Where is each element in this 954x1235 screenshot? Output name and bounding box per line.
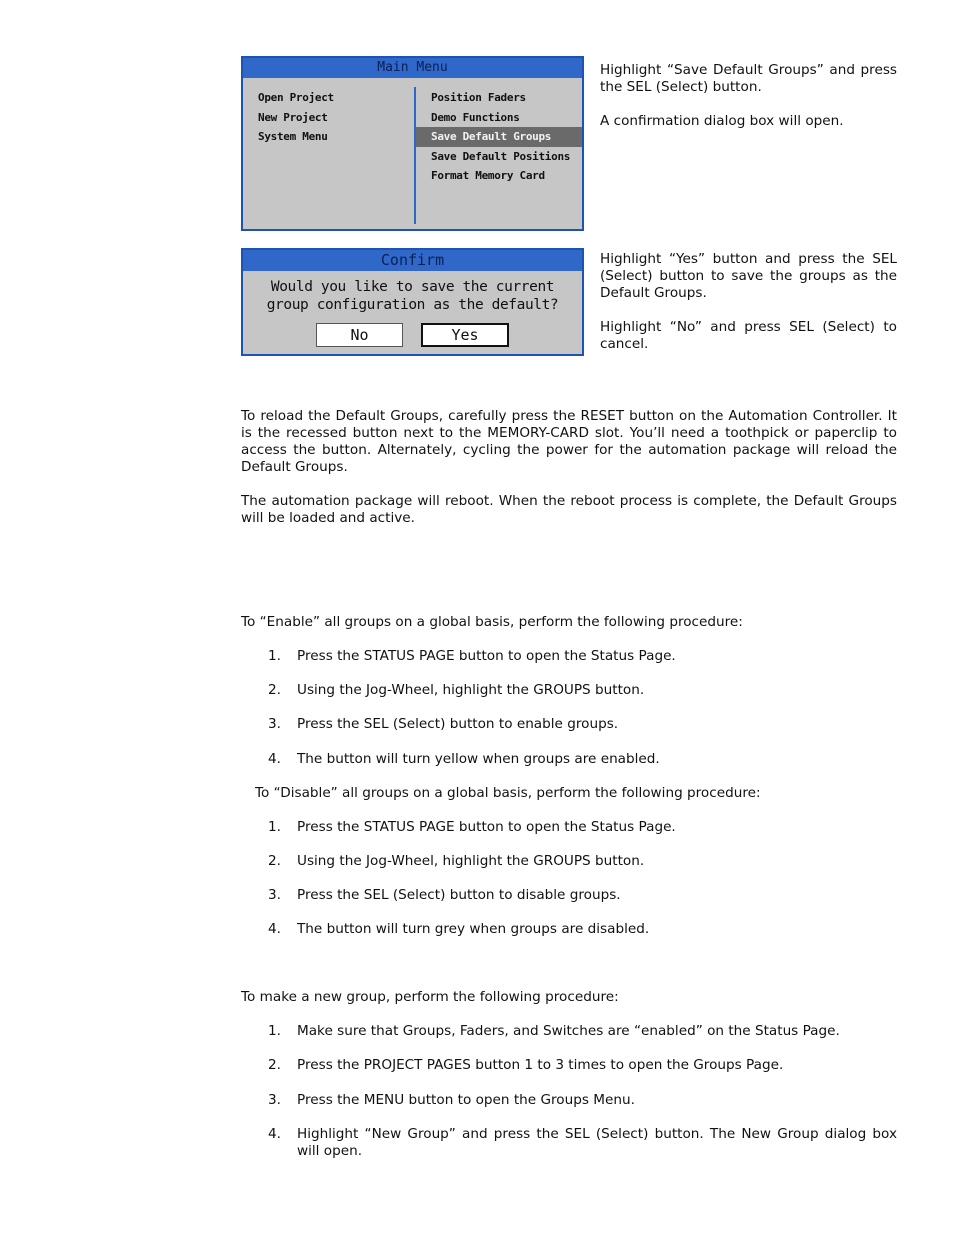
reload-paragraph-2: The automation package will reboot. When the reboot process is complete, the Default Groups will be loaded and active. [241,493,897,526]
disable-intro: To “Disable” all groups on a global basis, perform the following procedure: [255,785,761,801]
menu-item-save-default-groups[interactable]: Save Default Groups [416,127,582,147]
main-menu-left-list [258,88,334,147]
step-text: Make sure that Groups, Faders, and Switches are “enabled” on the Status Page. [297,1023,840,1039]
step-text: Using the Jog-Wheel, highlight the GROUPS button. [297,853,645,869]
step-text: Press the SEL (Select) button to enable groups. [297,716,619,732]
main-menu-title: Main Menu [243,58,582,78]
menu-item-position-faders[interactable]: Position Faders [431,91,526,104]
confirm-title: Confirm [243,250,582,271]
step-number: 3. [268,1092,281,1108]
confirm-message [243,278,582,314]
reload-paragraph-1: To reload the Default Groups, carefully press the RESET button on the Automation Controller. It is the recessed button next to the MEMORY-CARD slot. You’ll need a toothpick or paperclip to access the button. Alternately, cycling the power for the automation package will reload the Default Groups. [241,408,897,475]
disable-step [268,887,897,904]
menu-item-system-menu[interactable]: System Menu [258,130,328,143]
confirm-message-line-1: Would you like to save the current [270,279,555,295]
enable-step [268,751,897,768]
enable-step [268,682,897,699]
disable-step [268,819,897,836]
step-text: Press the MENU button to open the Groups Menu. [297,1092,635,1108]
step-number: 4. [268,1126,281,1142]
step-text: Using the Jog-Wheel, highlight the GROUPS button. [297,682,645,698]
menu-item-save-default-positions[interactable]: Save Default Positions [431,149,571,163]
enable-step [268,648,897,665]
menu-item-format-memory-card[interactable]: Format Memory Card [431,169,545,182]
new-group-step [268,1126,897,1160]
step-number: 1. [268,648,281,664]
step-text: Press the SEL (Select) button to disable groups. [297,887,621,903]
step-number: 2. [268,1057,281,1073]
step-text: Press the STATUS PAGE button to open the Status Page. [297,819,676,835]
new-group-step [268,1092,897,1109]
step-number: 3. [268,887,281,903]
step-number: 1. [268,819,281,835]
step-number: 2. [268,682,281,698]
menu-item-open-project[interactable]: Open Project [258,91,334,104]
disable-step [268,853,897,870]
step-text: Highlight “New Group” and press the SEL (Select) button. The New Group dialog box will open. [297,1126,897,1159]
enable-step [268,716,897,733]
confirm-note-2: Highlight “No” and press SEL (Select) to cancel. [600,319,897,352]
confirm-message-line-2: group configuration as the default? [266,297,559,313]
confirm-dialog-screenshot [241,248,584,356]
yes-button[interactable]: Yes [421,323,509,347]
new-group-step [268,1023,897,1040]
menu-item-new-project[interactable]: New Project [258,110,328,124]
step-text: Press the PROJECT PAGES button 1 to 3 times to open the Groups Page. [297,1057,784,1073]
step-text: The button will turn grey when groups are disabled. [297,921,650,937]
menu-item-demo-functions[interactable]: Demo Functions [431,110,520,124]
step-number: 4. [268,921,281,937]
step-text: The button will turn yellow when groups are enabled. [297,751,660,767]
main-menu-screenshot [241,56,584,231]
step-number: 3. [268,716,281,732]
step-text: Press the STATUS PAGE button to open the Status Page. [297,648,676,664]
main-menu-right-list [416,88,582,186]
no-button[interactable]: No [316,323,403,347]
step-number: 1. [268,1023,281,1039]
enable-intro: To “Enable” all groups on a global basis, perform the following procedure: [241,614,743,630]
new-group-intro: To make a new group, perform the following procedure: [241,989,619,1005]
disable-step [268,921,897,938]
menu-note-2: A confirmation dialog box will open. [600,113,844,129]
step-number: 4. [268,751,281,767]
menu-note-1: Highlight “Save Default Groups” and press the SEL (Select) button. [600,62,897,95]
step-number: 2. [268,853,281,869]
confirm-note-1: Highlight “Yes” button and press the SEL (Select) button to save the groups as the Default Groups. [600,251,897,301]
new-group-step [268,1057,897,1074]
